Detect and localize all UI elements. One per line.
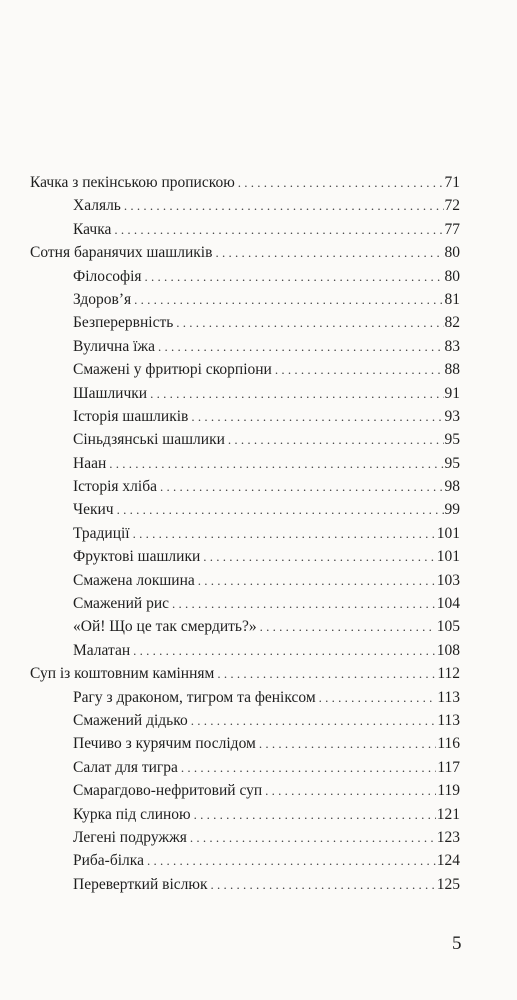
toc-section-entry (30, 592, 460, 615)
dot-leader (191, 709, 437, 732)
toc-entry-title: Смажений дідько (73, 711, 188, 729)
toc-section-entry (30, 335, 460, 358)
toc-entry-page: 77 (444, 220, 460, 238)
toc-entry-title: Смажена локшина (73, 571, 195, 589)
toc-entry-page: 88 (444, 361, 460, 379)
toc-section-entry (30, 382, 460, 405)
page-number: 5 (452, 933, 462, 954)
toc-section-entry (30, 732, 460, 755)
toc-entry-page: 81 (444, 290, 460, 308)
toc-entry-page: 80 (444, 267, 460, 285)
toc-entry-title: Малатан (73, 641, 131, 659)
toc-entry-title: Історія хліба (73, 478, 157, 496)
table-of-contents (30, 171, 460, 896)
toc-entry-page: 101 (436, 524, 460, 542)
dot-leader (194, 803, 436, 826)
dot-leader (181, 756, 436, 779)
toc-entry-page: 95 (444, 454, 460, 472)
toc-entry-page: 82 (444, 314, 460, 332)
dot-leader (259, 732, 436, 755)
toc-entry-title: Суп із коштовним камінням (30, 665, 215, 683)
toc-section-entry (30, 709, 460, 732)
dot-leader (117, 498, 444, 521)
dot-leader (160, 475, 444, 498)
toc-entry-title: Історія шашликів (73, 407, 189, 425)
dot-leader (109, 452, 443, 475)
toc-section-entry (30, 545, 460, 568)
toc-section-entry (30, 522, 460, 545)
dot-leader (217, 662, 436, 685)
toc-section-entry (30, 265, 460, 288)
toc-entry-page: 99 (444, 501, 460, 519)
toc-entry-title: Курка під слиною (73, 805, 191, 823)
dot-leader (191, 405, 443, 428)
dot-leader (176, 311, 443, 334)
dot-leader (260, 615, 436, 638)
dot-leader (190, 826, 436, 849)
toc-entry-title: Смарагдово-нефритовий суп (73, 782, 263, 800)
toc-chapter-entry (30, 662, 460, 685)
toc-entry-page: 83 (444, 337, 460, 355)
toc-entry-title: Здоров’я (73, 290, 132, 308)
toc-section-entry (30, 358, 460, 381)
toc-entry-page: 113 (437, 688, 460, 706)
toc-section-entry (30, 218, 460, 241)
toc-entry-page: 98 (444, 478, 460, 496)
dot-leader (265, 779, 436, 802)
toc-section-entry (30, 803, 460, 826)
toc-entry-title: Чекич (73, 501, 114, 519)
dot-leader (203, 545, 435, 568)
toc-entry-page: 104 (436, 595, 460, 613)
toc-entry-page: 113 (437, 711, 460, 729)
toc-section-entry (30, 452, 460, 475)
toc-section-entry (30, 639, 460, 662)
dot-leader (158, 335, 444, 358)
dot-leader (215, 241, 443, 264)
toc-chapter-entry (30, 241, 460, 264)
dot-leader (275, 358, 444, 381)
dot-leader (145, 265, 444, 288)
dot-leader (114, 218, 443, 241)
dot-leader (133, 522, 436, 545)
toc-section-entry (30, 498, 460, 521)
toc-entry-page: 125 (436, 875, 460, 893)
toc-section-entry (30, 428, 460, 451)
toc-section-entry (30, 311, 460, 334)
toc-entry-title: Салат для тигра (73, 758, 178, 776)
toc-section-entry (30, 615, 460, 638)
toc-entry-page: 91 (444, 384, 460, 402)
dot-leader (198, 569, 436, 592)
toc-section-entry (30, 779, 460, 802)
toc-entry-title: Сіньдзянські шашлики (73, 431, 225, 449)
toc-entry-title: Легені подружжя (73, 828, 187, 846)
dot-leader (134, 288, 443, 311)
dot-leader (133, 639, 436, 662)
dot-leader (124, 194, 444, 217)
toc-entry-title: Печиво з курячим послідом (73, 735, 256, 753)
toc-entry-page: 103 (436, 571, 460, 589)
toc-entry-title: Качка (73, 220, 112, 238)
toc-entry-page: 72 (444, 197, 460, 215)
toc-entry-page: 105 (436, 618, 460, 636)
dot-leader (147, 849, 436, 872)
toc-entry-page: 95 (444, 431, 460, 449)
toc-entry-title: «Ой! Що це так смердить?» (73, 618, 257, 636)
toc-entry-title: Філософія (73, 267, 142, 285)
toc-section-entry (30, 849, 460, 872)
toc-entry-page: 112 (437, 665, 460, 683)
toc-entry-title: Шашлички (73, 384, 148, 402)
toc-section-entry (30, 826, 460, 849)
toc-entry-page: 121 (436, 805, 460, 823)
toc-entry-title: Наан (73, 454, 107, 472)
toc-entry-page: 116 (437, 735, 460, 753)
dot-leader (228, 428, 444, 451)
toc-section-entry (30, 288, 460, 311)
toc-entry-title: Риба-білка (73, 852, 144, 870)
toc-section-entry (30, 756, 460, 779)
toc-entry-page: 101 (436, 548, 460, 566)
toc-entry-title: Вулична їжа (73, 337, 155, 355)
toc-entry-page: 119 (437, 782, 460, 800)
toc-entry-page: 124 (436, 852, 460, 870)
dot-leader (238, 171, 444, 194)
toc-section-entry (30, 569, 460, 592)
toc-entry-page: 93 (444, 407, 460, 425)
toc-entry-title: Смажений рис (73, 595, 169, 613)
toc-section-entry (30, 475, 460, 498)
toc-entry-title: Сотня баранячих шашликів (30, 244, 213, 262)
toc-section-entry (30, 405, 460, 428)
toc-entry-page: 108 (436, 641, 460, 659)
toc-entry-page: 117 (437, 758, 460, 776)
toc-entry-title: Смажені у фритюрі скорпіони (73, 361, 272, 379)
toc-entry-page: 71 (444, 174, 460, 191)
dot-leader (150, 382, 443, 405)
toc-entry-title: Рагу з драконом, тигром та феніксом (73, 688, 316, 706)
toc-entry-title: Фруктові шашлики (73, 548, 201, 566)
toc-entry-title: Безперервність (73, 314, 174, 332)
dot-leader (210, 873, 435, 896)
dot-leader (172, 592, 436, 615)
dot-leader (319, 686, 437, 709)
toc-entry-page: 80 (444, 244, 460, 262)
toc-chapter-entry (30, 171, 460, 194)
toc-entry-title: Переверткий віслюк (73, 875, 208, 893)
toc-entry-title: Традиції (73, 524, 130, 542)
toc-section-entry (30, 194, 460, 217)
toc-entry-title: Халяль (73, 197, 121, 215)
toc-entry-page: 123 (436, 828, 460, 846)
toc-section-entry (30, 873, 460, 896)
toc-section-entry (30, 686, 460, 709)
toc-entry-title: Качка з пекінською пропискою (30, 174, 235, 191)
